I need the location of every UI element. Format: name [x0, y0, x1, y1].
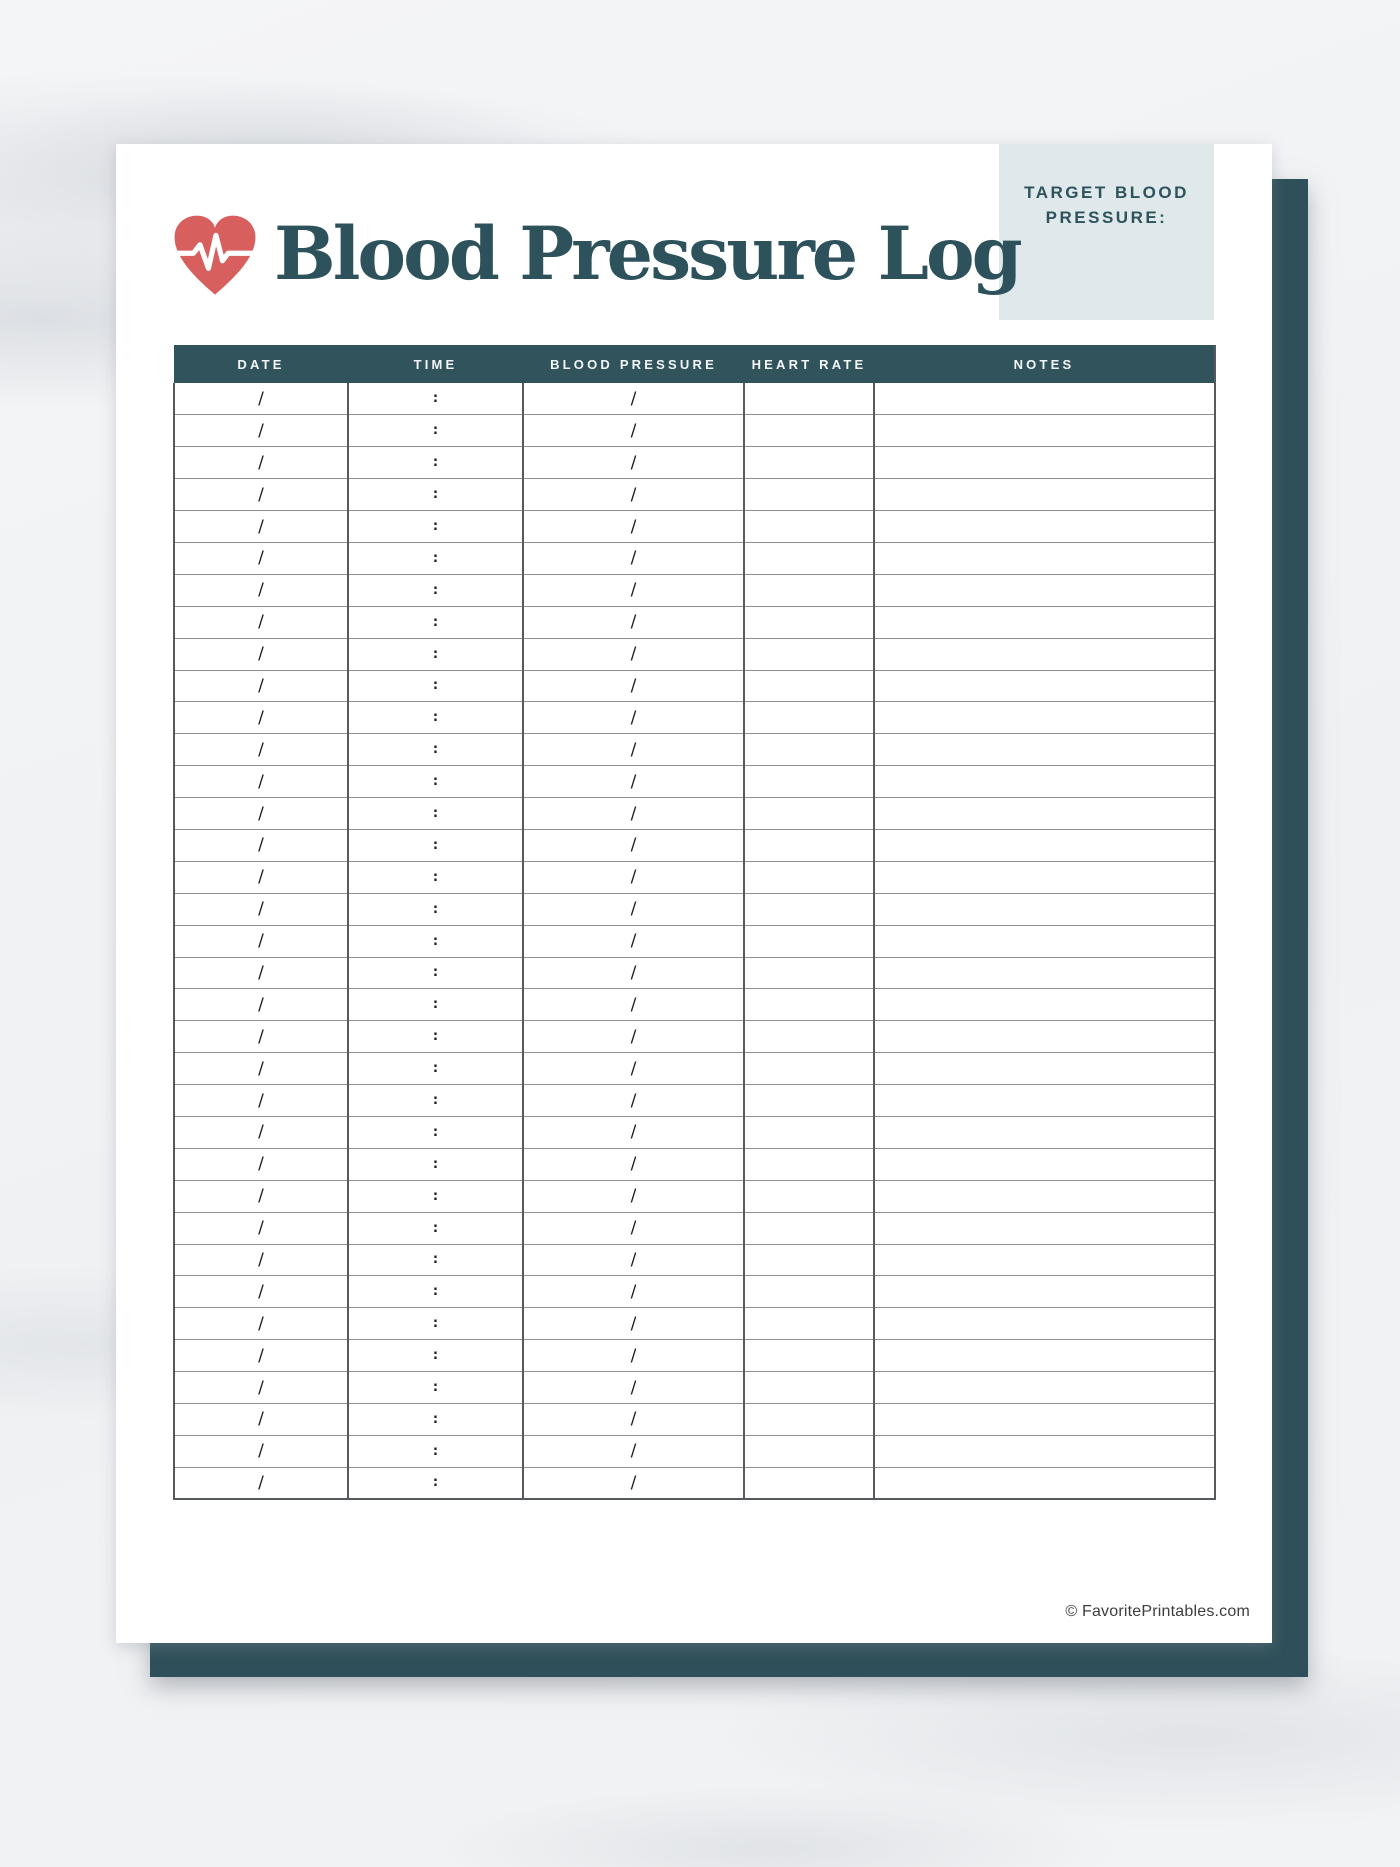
- table-row: [174, 1053, 1215, 1085]
- blood-pressure-cell[interactable]: /: [523, 383, 744, 415]
- date-cell[interactable]: /: [174, 1180, 348, 1212]
- date-cell[interactable]: /: [174, 1276, 348, 1308]
- date-cell[interactable]: /: [174, 1085, 348, 1117]
- blood-pressure-cell[interactable]: /: [523, 606, 744, 638]
- blood-pressure-cell[interactable]: /: [523, 542, 744, 574]
- table-row: [174, 1435, 1215, 1467]
- table-row: [174, 415, 1215, 447]
- table-row: [174, 1148, 1215, 1180]
- time-cell[interactable]: :: [348, 1340, 523, 1372]
- notes-cell[interactable]: [874, 1308, 1215, 1340]
- table-row: [174, 893, 1215, 925]
- notes-cell[interactable]: [874, 861, 1215, 893]
- notes-cell[interactable]: [874, 447, 1215, 479]
- notes-cell[interactable]: [874, 1340, 1215, 1372]
- table-row: [174, 925, 1215, 957]
- notes-cell[interactable]: [874, 1435, 1215, 1467]
- heart-rate-cell[interactable]: [744, 542, 874, 574]
- date-cell[interactable]: /: [174, 734, 348, 766]
- blood-pressure-cell[interactable]: /: [523, 670, 744, 702]
- table-row: [174, 1308, 1215, 1340]
- notes-cell[interactable]: [874, 829, 1215, 861]
- blood-pressure-cell[interactable]: /: [523, 798, 744, 830]
- heart-rate-cell[interactable]: [744, 574, 874, 606]
- notes-cell[interactable]: [874, 957, 1215, 989]
- blood-pressure-cell[interactable]: /: [523, 638, 744, 670]
- blood-pressure-cell[interactable]: /: [523, 1244, 744, 1276]
- blood-pressure-cell[interactable]: /: [523, 479, 744, 511]
- notes-cell[interactable]: [874, 734, 1215, 766]
- table-row: [174, 734, 1215, 766]
- table-row: [174, 1467, 1215, 1499]
- date-cell[interactable]: /: [174, 479, 348, 511]
- notes-cell[interactable]: [874, 893, 1215, 925]
- time-cell[interactable]: :: [348, 989, 523, 1021]
- table-row: [174, 766, 1215, 798]
- time-cell[interactable]: :: [348, 479, 523, 511]
- heart-rate-cell[interactable]: [744, 415, 874, 447]
- notes-cell[interactable]: [874, 1148, 1215, 1180]
- time-cell[interactable]: :: [348, 1180, 523, 1212]
- blood-pressure-cell[interactable]: /: [523, 957, 744, 989]
- notes-cell[interactable]: [874, 1467, 1215, 1499]
- blood-pressure-cell[interactable]: /: [523, 1467, 744, 1499]
- log-table-wrap: [173, 345, 1214, 1500]
- table-row: [174, 1116, 1215, 1148]
- time-cell[interactable]: :: [348, 925, 523, 957]
- time-cell[interactable]: :: [348, 542, 523, 574]
- heart-rate-cell[interactable]: [744, 957, 874, 989]
- date-cell[interactable]: /: [174, 670, 348, 702]
- notes-cell[interactable]: [874, 925, 1215, 957]
- date-cell[interactable]: /: [174, 989, 348, 1021]
- date-cell[interactable]: /: [174, 1467, 348, 1499]
- notes-cell[interactable]: [874, 1116, 1215, 1148]
- log-table: [173, 345, 1216, 1500]
- column-header-notes: NOTES: [874, 345, 1215, 383]
- time-cell[interactable]: :: [348, 861, 523, 893]
- notes-cell[interactable]: [874, 798, 1215, 830]
- time-cell[interactable]: :: [348, 1212, 523, 1244]
- blood-pressure-cell[interactable]: /: [523, 1212, 744, 1244]
- date-cell[interactable]: /: [174, 893, 348, 925]
- notes-cell[interactable]: [874, 989, 1215, 1021]
- blood-pressure-cell[interactable]: /: [523, 1340, 744, 1372]
- table-row: [174, 798, 1215, 830]
- notes-cell[interactable]: [874, 1372, 1215, 1404]
- blood-pressure-cell[interactable]: /: [523, 829, 744, 861]
- date-cell[interactable]: /: [174, 1244, 348, 1276]
- notes-cell[interactable]: [874, 670, 1215, 702]
- table-row: [174, 670, 1215, 702]
- column-header-time: TIME: [348, 345, 523, 383]
- notes-cell[interactable]: [874, 766, 1215, 798]
- date-cell[interactable]: /: [174, 638, 348, 670]
- time-cell[interactable]: :: [348, 1116, 523, 1148]
- table-row: [174, 1021, 1215, 1053]
- notes-cell[interactable]: [874, 1021, 1215, 1053]
- notes-cell[interactable]: [874, 574, 1215, 606]
- heart-rate-cell[interactable]: [744, 1180, 874, 1212]
- document-page: [116, 144, 1272, 1643]
- heart-rate-cell[interactable]: [744, 1372, 874, 1404]
- blood-pressure-cell[interactable]: /: [523, 893, 744, 925]
- time-cell[interactable]: :: [348, 1372, 523, 1404]
- notes-cell[interactable]: [874, 511, 1215, 543]
- heart-rate-cell[interactable]: [744, 447, 874, 479]
- target-blood-pressure-box: [999, 144, 1214, 320]
- heart-rate-cell[interactable]: [744, 383, 874, 415]
- table-row: [174, 383, 1215, 415]
- blood-pressure-cell[interactable]: /: [523, 1085, 744, 1117]
- heart-rate-cell[interactable]: [744, 1244, 874, 1276]
- target-value-blank[interactable]: [999, 230, 1214, 300]
- date-cell[interactable]: /: [174, 1212, 348, 1244]
- target-label-line2: PRESSURE:: [1045, 208, 1168, 227]
- blood-pressure-cell[interactable]: /: [523, 734, 744, 766]
- column-header-date: DATE: [174, 345, 348, 383]
- notes-cell[interactable]: [874, 1053, 1215, 1085]
- date-cell[interactable]: /: [174, 1340, 348, 1372]
- date-cell[interactable]: /: [174, 1404, 348, 1436]
- table-row: [174, 1085, 1215, 1117]
- date-cell[interactable]: /: [174, 1372, 348, 1404]
- blood-pressure-cell[interactable]: /: [523, 1276, 744, 1308]
- notes-cell[interactable]: [874, 606, 1215, 638]
- date-cell[interactable]: /: [174, 1021, 348, 1053]
- table-row: [174, 638, 1215, 670]
- heart-rate-cell[interactable]: [744, 925, 874, 957]
- table-row: [174, 957, 1215, 989]
- heart-rate-cell[interactable]: [744, 670, 874, 702]
- heart-rate-cell[interactable]: [744, 1340, 874, 1372]
- date-cell[interactable]: /: [174, 383, 348, 415]
- table-row: [174, 479, 1215, 511]
- table-header-row: [174, 345, 1215, 383]
- heart-rate-cell[interactable]: [744, 893, 874, 925]
- heart-rate-cell[interactable]: [744, 479, 874, 511]
- heart-rate-cell[interactable]: [744, 511, 874, 543]
- table-row: [174, 1180, 1215, 1212]
- time-cell[interactable]: :: [348, 670, 523, 702]
- heart-rate-cell[interactable]: [744, 1212, 874, 1244]
- table-row: [174, 1212, 1215, 1244]
- date-cell[interactable]: /: [174, 1116, 348, 1148]
- time-cell[interactable]: :: [348, 734, 523, 766]
- blood-pressure-cell[interactable]: /: [523, 766, 744, 798]
- heart-rate-cell[interactable]: [744, 606, 874, 638]
- date-cell[interactable]: /: [174, 447, 348, 479]
- heart-rate-cell[interactable]: [744, 1116, 874, 1148]
- notes-cell[interactable]: [874, 702, 1215, 734]
- time-cell[interactable]: :: [348, 1276, 523, 1308]
- date-cell[interactable]: /: [174, 1148, 348, 1180]
- blood-pressure-cell[interactable]: /: [523, 989, 744, 1021]
- page-title: Blood Pressure Log: [274, 211, 1020, 297]
- heart-rate-cell[interactable]: [744, 638, 874, 670]
- heart-rate-cell[interactable]: [744, 798, 874, 830]
- notes-cell[interactable]: [874, 1212, 1215, 1244]
- blood-pressure-cell[interactable]: /: [523, 1308, 744, 1340]
- heart-rate-cell[interactable]: [744, 1148, 874, 1180]
- date-cell[interactable]: /: [174, 702, 348, 734]
- time-cell[interactable]: :: [348, 702, 523, 734]
- blood-pressure-cell[interactable]: /: [523, 1435, 744, 1467]
- table-row: [174, 606, 1215, 638]
- date-cell[interactable]: /: [174, 1435, 348, 1467]
- date-cell[interactable]: /: [174, 829, 348, 861]
- date-cell[interactable]: /: [174, 957, 348, 989]
- heart-rate-cell[interactable]: [744, 1467, 874, 1499]
- table-row: [174, 989, 1215, 1021]
- date-cell[interactable]: /: [174, 1053, 348, 1085]
- title-group: [168, 210, 1020, 304]
- date-cell[interactable]: /: [174, 1308, 348, 1340]
- date-cell[interactable]: /: [174, 606, 348, 638]
- heart-rate-cell[interactable]: [744, 989, 874, 1021]
- notes-cell[interactable]: [874, 1404, 1215, 1436]
- time-cell[interactable]: :: [348, 1467, 523, 1499]
- heart-ekg-icon: [168, 210, 262, 304]
- table-row: [174, 511, 1215, 543]
- time-cell[interactable]: :: [348, 798, 523, 830]
- time-cell[interactable]: :: [348, 829, 523, 861]
- blood-pressure-cell[interactable]: /: [523, 1053, 744, 1085]
- table-row: [174, 861, 1215, 893]
- time-cell[interactable]: :: [348, 415, 523, 447]
- notes-cell[interactable]: [874, 638, 1215, 670]
- time-cell[interactable]: :: [348, 447, 523, 479]
- table-row: [174, 1244, 1215, 1276]
- time-cell[interactable]: :: [348, 893, 523, 925]
- time-cell[interactable]: :: [348, 1148, 523, 1180]
- notes-cell[interactable]: [874, 415, 1215, 447]
- time-cell[interactable]: :: [348, 1244, 523, 1276]
- blood-pressure-cell[interactable]: /: [523, 861, 744, 893]
- heart-rate-cell[interactable]: [744, 702, 874, 734]
- notes-cell[interactable]: [874, 542, 1215, 574]
- date-cell[interactable]: /: [174, 415, 348, 447]
- time-cell[interactable]: :: [348, 1308, 523, 1340]
- blood-pressure-cell[interactable]: /: [523, 415, 744, 447]
- notes-cell[interactable]: [874, 1276, 1215, 1308]
- blood-pressure-cell[interactable]: /: [523, 1372, 744, 1404]
- blood-pressure-cell[interactable]: /: [523, 1116, 744, 1148]
- notes-cell[interactable]: [874, 1180, 1215, 1212]
- heart-rate-cell[interactable]: [744, 1435, 874, 1467]
- column-header-blood-pressure: BLOOD PRESSURE: [523, 345, 744, 383]
- table-row: [174, 1340, 1215, 1372]
- table-row: [174, 1372, 1215, 1404]
- time-cell[interactable]: :: [348, 957, 523, 989]
- date-cell[interactable]: /: [174, 511, 348, 543]
- heart-rate-cell[interactable]: [744, 1085, 874, 1117]
- table-row: [174, 447, 1215, 479]
- target-label-line1: TARGET BLOOD: [1024, 183, 1189, 202]
- date-cell[interactable]: /: [174, 861, 348, 893]
- heart-rate-cell[interactable]: [744, 861, 874, 893]
- heart-rate-cell[interactable]: [744, 1021, 874, 1053]
- date-cell[interactable]: /: [174, 766, 348, 798]
- heart-rate-cell[interactable]: [744, 1276, 874, 1308]
- blood-pressure-cell[interactable]: /: [523, 1148, 744, 1180]
- heart-rate-cell[interactable]: [744, 734, 874, 766]
- table-row: [174, 1276, 1215, 1308]
- blood-pressure-cell[interactable]: /: [523, 1404, 744, 1436]
- notes-cell[interactable]: [874, 1085, 1215, 1117]
- table-row: [174, 542, 1215, 574]
- table-row: [174, 829, 1215, 861]
- time-cell[interactable]: :: [348, 1404, 523, 1436]
- time-cell[interactable]: :: [348, 606, 523, 638]
- blood-pressure-cell[interactable]: /: [523, 1180, 744, 1212]
- time-cell[interactable]: :: [348, 1053, 523, 1085]
- blood-pressure-cell[interactable]: /: [523, 1021, 744, 1053]
- date-cell[interactable]: /: [174, 798, 348, 830]
- heart-rate-cell[interactable]: [744, 829, 874, 861]
- time-cell[interactable]: :: [348, 1085, 523, 1117]
- time-cell[interactable]: :: [348, 574, 523, 606]
- blood-pressure-cell[interactable]: /: [523, 574, 744, 606]
- copyright-text: © FavoritePrintables.com: [1065, 1603, 1250, 1620]
- date-cell[interactable]: /: [174, 542, 348, 574]
- time-cell[interactable]: :: [348, 1021, 523, 1053]
- date-cell[interactable]: /: [174, 925, 348, 957]
- blood-pressure-cell[interactable]: /: [523, 702, 744, 734]
- time-cell[interactable]: :: [348, 511, 523, 543]
- heart-rate-cell[interactable]: [744, 766, 874, 798]
- table-row: [174, 702, 1215, 734]
- notes-cell[interactable]: [874, 1244, 1215, 1276]
- heart-rate-cell[interactable]: [744, 1308, 874, 1340]
- column-header-heart-rate: HEART RATE: [744, 345, 874, 383]
- time-cell[interactable]: :: [348, 1435, 523, 1467]
- blood-pressure-cell[interactable]: /: [523, 925, 744, 957]
- time-cell[interactable]: :: [348, 766, 523, 798]
- log-table-body: [174, 383, 1215, 1499]
- notes-cell[interactable]: [874, 479, 1215, 511]
- heart-rate-cell[interactable]: [744, 1404, 874, 1436]
- table-row: [174, 574, 1215, 606]
- date-cell[interactable]: /: [174, 574, 348, 606]
- time-cell[interactable]: :: [348, 383, 523, 415]
- blood-pressure-cell[interactable]: /: [523, 511, 744, 543]
- time-cell[interactable]: :: [348, 638, 523, 670]
- blood-pressure-cell[interactable]: /: [523, 447, 744, 479]
- notes-cell[interactable]: [874, 383, 1215, 415]
- heart-rate-cell[interactable]: [744, 1053, 874, 1085]
- table-row: [174, 1404, 1215, 1436]
